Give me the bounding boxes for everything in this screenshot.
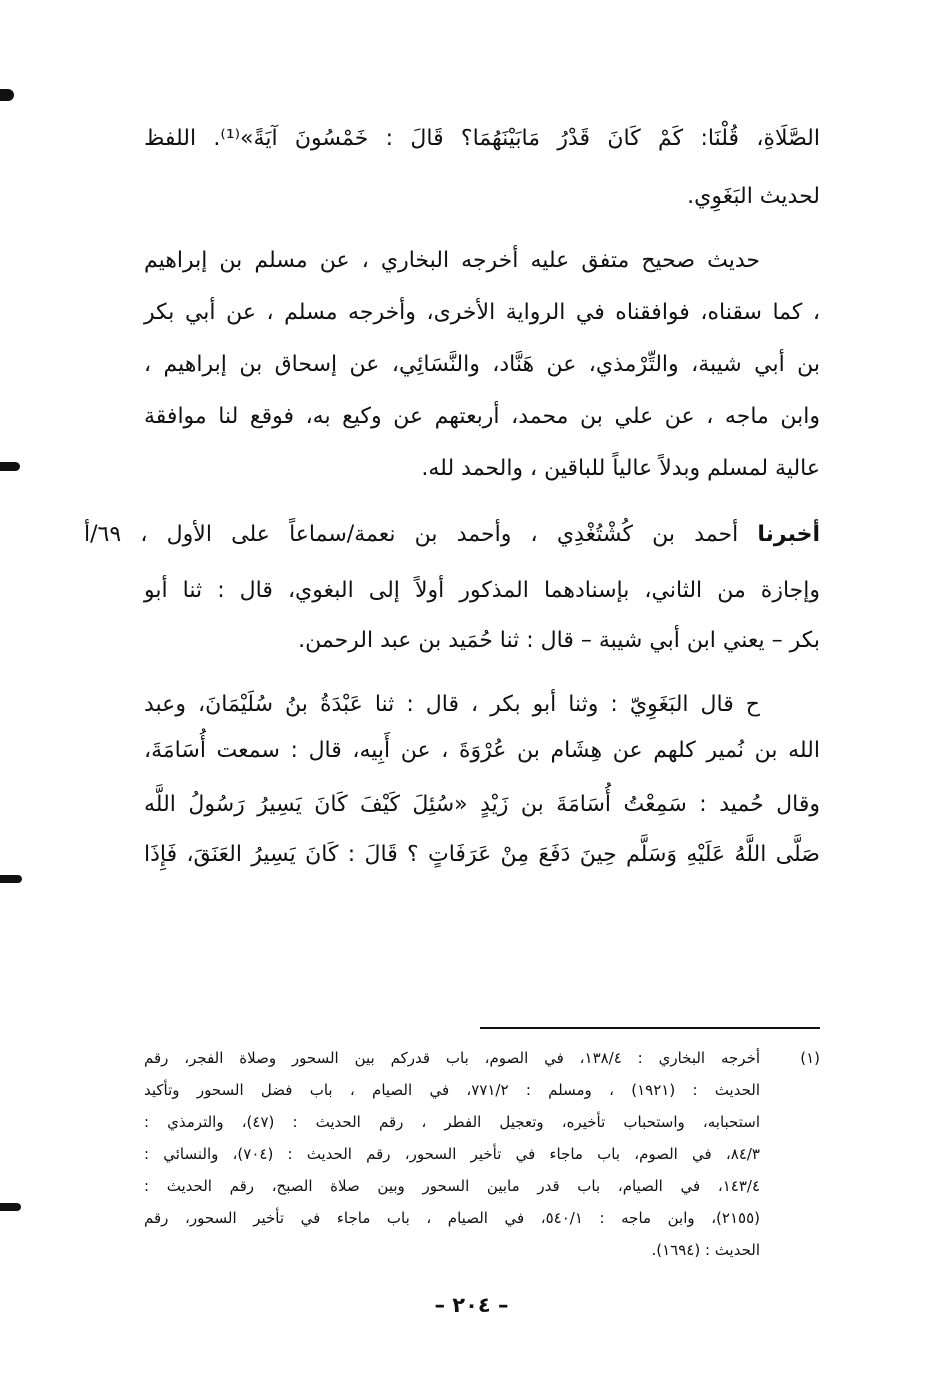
footnote-line: (٢١٥٥)، وابن ماجه : ٥٤٠/١، في الصيام ، باب ماجاء في تأخير السحور، رقم — [144, 1209, 760, 1227]
body-line: وقال حُميد : سَمِعْتُ أُسَامَةَ بن زَيْدٍ «سُئِلَ كَيْفَ كَانَ يَسِيرُ رَسُولُ اللَّه — [144, 792, 820, 817]
footnote-separator — [480, 1027, 820, 1029]
page-number: – ٢٠٤ – — [434, 1293, 509, 1317]
body-line: ، كما سقناه، فوافقناه في الرواية الأخرى، وأخرجه مسلم ، عن أبي بكر — [144, 300, 820, 325]
lead-word: أخبرنا — [757, 522, 820, 547]
body-line: بكر – يعني ابن أبي شيبة – قال : ثنا حُمَيد بن عبد الرحمن. — [298, 628, 820, 653]
body-line: حديث صحيح متفق عليه أخرجه البخاري ، عن مسلم بن إبراهيم — [144, 248, 760, 273]
footnote-line: الحديث : (١٩٢١) ، ومسلم : ٧٧١/٢، في الصيام ، باب فضل السحور وتأكيد — [144, 1081, 761, 1099]
footnote-line: ١٤٣/٤، في الصيام، باب قدر مابين السحور وبين صلاة الصبح، رقم الحديث : — [144, 1177, 760, 1195]
footnote-number: (١) — [800, 1049, 820, 1067]
body-line: عالية لمسلم وبدلاً عالياً للباقين ، والحمد لله. — [421, 456, 820, 481]
footnote-line: الحديث : (١٦٩٤). — [651, 1241, 760, 1259]
footnote-line: ٨٤/٣، في الصوم، باب ماجاء في تأخير السحور، رقم الحديث : (٧٠٤)، والنسائي : — [144, 1145, 760, 1163]
body-line: وابن ماجه ، عن علي بن محمد، أربعتهم عن وكيع به، فوقع لنا موافقة — [144, 404, 820, 429]
body-line-text: أحمد بن كُشْتُغْدِي ، وأحمد بن نعمة/سماعاً على الأول ، ٦٩/أ — [84, 522, 739, 547]
body-line-with-lead — [84, 520, 820, 550]
body-line: وإجازة من الثاني، بإسنادهما المذكور أولاً إلى البغوي، قال : ثنا أبو — [144, 578, 820, 603]
body-line: الصَّلَاةِ، قُلْنَا: كَمْ كَانَ قَدْرُ مَابَيْنَهُمَا؟ قَالَ : خَمْسُونَ آيَةً»⁽¹⁾. اللفظ — [144, 126, 820, 151]
body-line: بن أبي شيبة، والتِّرْمذي، عن هَنَّاد، والنَّسَائِي، عن إسحاق بن إبراهيم ، — [144, 352, 820, 377]
margin-mark — [0, 875, 22, 883]
body-line: الله بن نُمير كلهم عن هِشَام بن عُرْوَةَ ، عن أَبِيه، قال : سمعت أُسَامَةَ، — [144, 738, 820, 763]
margin-mark — [0, 1203, 21, 1211]
body-line: صَلَّى اللَّهُ عَلَيْهِ وَسَلَّم حِينَ دَفَعَ مِنْ عَرَفَاتٍ ؟ قَالَ : كَانَ يَسِيرُ العَنَقَ، فَإِذَا — [144, 842, 820, 867]
footnote-line: أخرجه البخاري : ١٣٨/٤، في الصوم، باب قدركم بين السحور وصلاة الفجر، رقم — [144, 1049, 761, 1067]
margin-mark — [0, 89, 14, 101]
margin-mark — [0, 462, 20, 471]
body-line: ح قال البَغَوِيّ : وثنا أبو بكر ، قال : ثنا عَبْدَةُ بنُ سُلَيْمَانَ، وعبد — [144, 692, 760, 717]
footnote-line: استحبابه، واستحباب تأخيره، وتعجيل الفطر ، رقم الحديث : (٤٧)، والترمذي : — [144, 1113, 760, 1131]
body-line: لحديث البَغَوِي. — [687, 184, 820, 209]
